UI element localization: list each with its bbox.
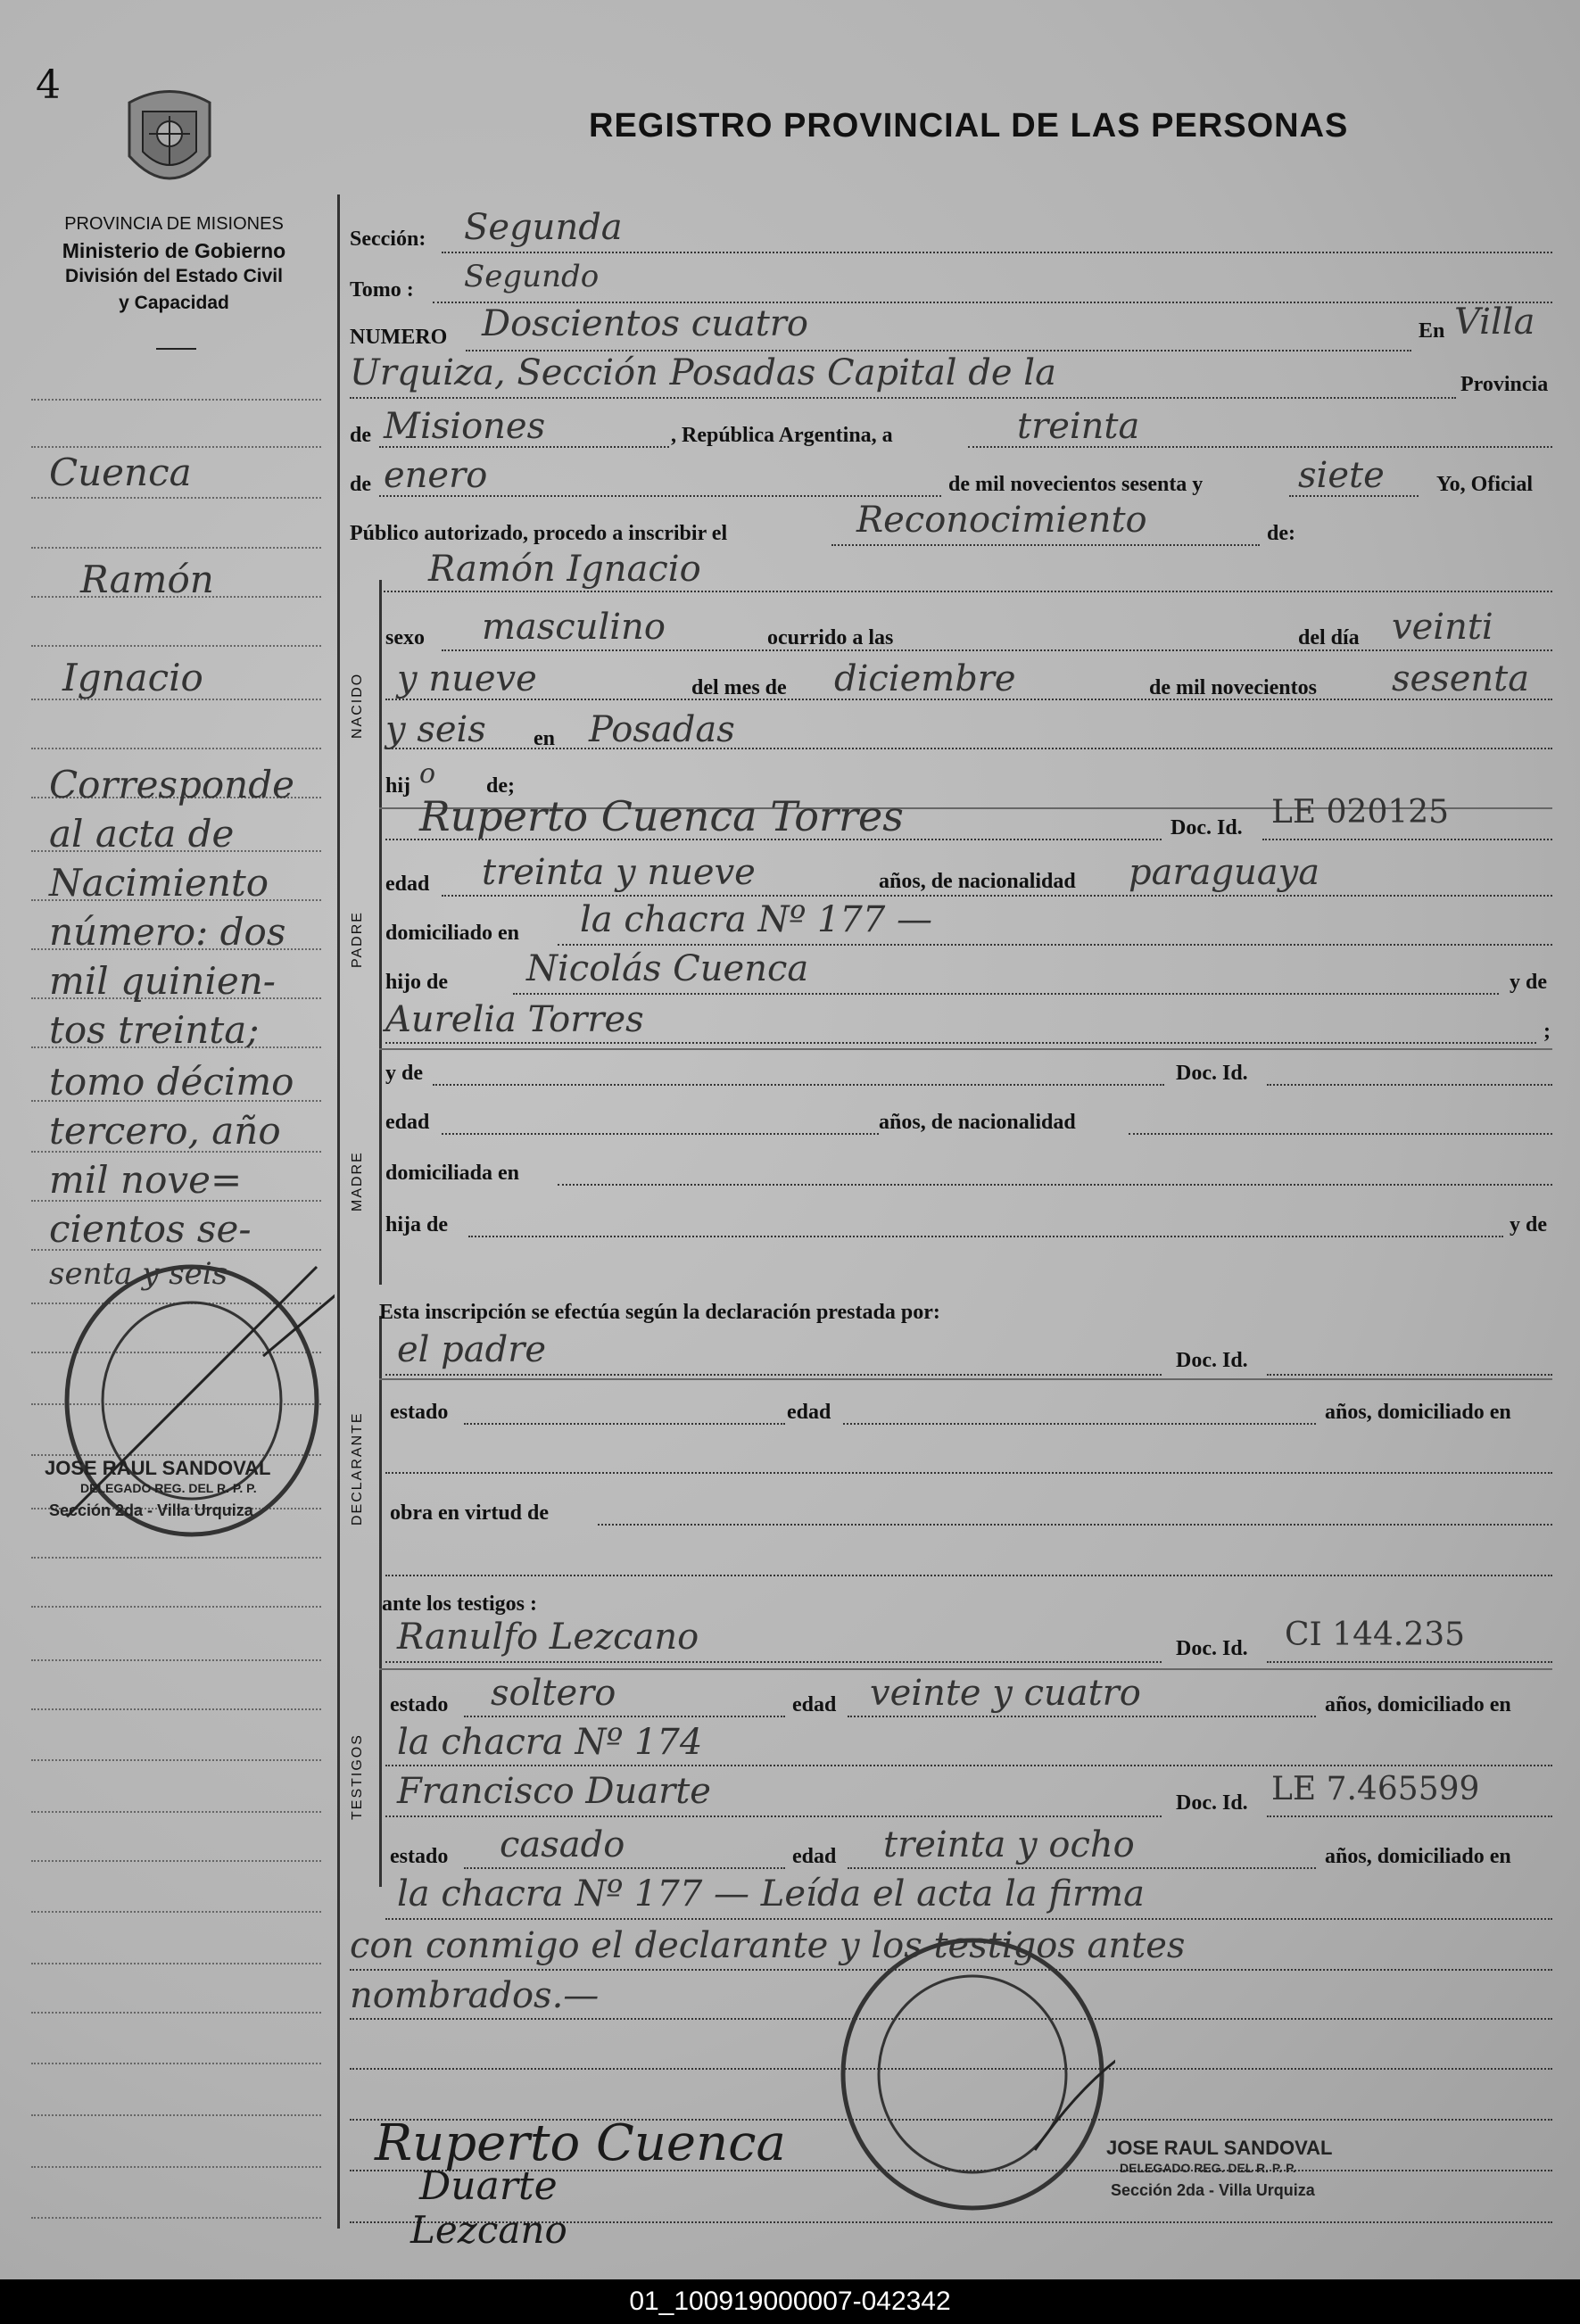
label-testigo1-edad: edad bbox=[792, 1693, 837, 1716]
field-line bbox=[464, 1423, 785, 1425]
label-anos-nacionalidad: años, de nacionalidad bbox=[879, 870, 1076, 893]
hw-cierre3: nombrados.— bbox=[350, 1975, 600, 2016]
hw-testigo1-estado: soltero bbox=[491, 1673, 616, 1714]
margin-note-line: Corresponde bbox=[49, 763, 294, 806]
field-line bbox=[442, 252, 1552, 253]
field-line bbox=[831, 544, 1260, 546]
hw-dia-nac2: y nueve bbox=[397, 658, 537, 699]
label-yo-oficial: Yo, Oficial bbox=[1436, 473, 1533, 496]
label-de-colon: de: bbox=[1267, 522, 1295, 545]
label-doc-id: Doc. Id. bbox=[1171, 816, 1243, 839]
label-testigo2-doc-id: Doc. Id. bbox=[1176, 1791, 1248, 1815]
hw-anio-nac: sesenta bbox=[1392, 658, 1530, 699]
hw-padre-edad: treinta y nueve bbox=[482, 852, 756, 893]
field-line bbox=[385, 1918, 1552, 1920]
label-en2: en bbox=[534, 727, 555, 750]
label-del-dia: del día bbox=[1298, 626, 1360, 649]
agency-division: División del Estado Civil bbox=[65, 266, 283, 286]
side-label-nacido: NACIDO bbox=[350, 672, 365, 739]
label-testigo1-doc-id: Doc. Id. bbox=[1176, 1637, 1248, 1660]
hw-cierre2: con conmigo el declarante y los testigos antes bbox=[350, 1925, 1186, 1966]
field-line bbox=[466, 350, 1411, 351]
field-line bbox=[433, 1084, 1164, 1086]
field-line bbox=[385, 1042, 1536, 1044]
field-line bbox=[464, 1716, 785, 1717]
side-label-madre: MADRE bbox=[350, 1151, 365, 1212]
field-line bbox=[385, 1765, 1552, 1766]
field-line bbox=[1129, 1133, 1552, 1135]
signature-testigo1: Lezcano bbox=[410, 2208, 567, 2252]
hw-place: Urquiza, Sección Posadas Capital de la bbox=[350, 352, 1056, 393]
label-madre-doc-id: Doc. Id. bbox=[1176, 1062, 1248, 1085]
margin-note-line: tos treinta; bbox=[49, 1008, 260, 1052]
label-hijo: hij bbox=[385, 774, 411, 798]
hw-abuelo: Nicolás Cuenca bbox=[526, 948, 809, 989]
hw-declarante: el padre bbox=[397, 1329, 547, 1370]
label-testigo2-estado: estado bbox=[390, 1845, 449, 1868]
hw-padre-doc: LE 020125 bbox=[1271, 794, 1450, 831]
label-estado: estado bbox=[390, 1401, 449, 1424]
section-rule bbox=[379, 1378, 1552, 1380]
hw-acto: Reconocimiento bbox=[856, 500, 1147, 541]
hw-mes-nac: diciembre bbox=[834, 658, 1016, 699]
stamp2-role: DELEGADO REG. DEL R. P. P. bbox=[1120, 2161, 1296, 2175]
label-hijo-de: hijo de bbox=[385, 971, 449, 994]
hw-seccion: Segunda bbox=[464, 207, 623, 248]
section-rule bbox=[379, 1668, 1552, 1670]
label-anos-domiciliado: años, domiciliado en bbox=[1325, 1401, 1511, 1424]
label-domiciliado: domiciliado en bbox=[385, 922, 520, 945]
hw-testigo2-edad: treinta y ocho bbox=[883, 1824, 1135, 1865]
stamp-name: JOSE RAUL SANDOVAL bbox=[45, 1457, 271, 1479]
hw-testigo1-doc: CI 144.235 bbox=[1285, 1617, 1466, 1653]
image-id-footer: 01_100919000007-042342 bbox=[0, 2279, 1580, 2324]
hw-nombre: Ramón Ignacio bbox=[428, 549, 701, 590]
field-line bbox=[468, 1236, 1503, 1237]
field-line bbox=[1267, 1374, 1552, 1376]
margin-note-line: tercero, año bbox=[49, 1109, 281, 1153]
field-line bbox=[385, 1661, 1162, 1663]
label-obra: obra en virtud de bbox=[390, 1501, 550, 1525]
agency-province: PROVINCIA DE MISIONES bbox=[64, 214, 284, 234]
field-line bbox=[848, 1867, 1316, 1869]
stamp-office: Sección 2da - Villa Urquiza bbox=[49, 1501, 253, 1519]
official-seal-stamp-2-icon bbox=[830, 1927, 1115, 2221]
field-line bbox=[1267, 1661, 1552, 1663]
label-mil-novecientos: de mil novecientos sesenta y bbox=[948, 473, 1204, 496]
label-madre-edad: edad bbox=[385, 1111, 430, 1134]
field-line bbox=[1267, 1815, 1552, 1817]
hw-cierre1: la chacra Nº 177 — Leída el acta la firma bbox=[397, 1873, 1145, 1915]
hw-testigo2-doc: LE 7.465599 bbox=[1271, 1771, 1480, 1807]
label-de-mes: de bbox=[350, 473, 371, 496]
margin-note-line: número: dos bbox=[49, 910, 286, 954]
field-line bbox=[1267, 1084, 1552, 1086]
field-line bbox=[598, 1524, 1552, 1526]
label-de: de bbox=[350, 424, 371, 447]
hw-lugar-nac: Posadas bbox=[589, 709, 735, 750]
hw-testigo2-estado: casado bbox=[500, 1824, 625, 1865]
field-line bbox=[350, 397, 1456, 399]
section-rule bbox=[379, 1048, 1552, 1050]
section-vertical-rule bbox=[379, 580, 382, 1285]
hw-provincia: Misiones bbox=[384, 406, 546, 447]
page-number: 4 bbox=[36, 62, 61, 108]
label-hija-de: hija de bbox=[385, 1213, 449, 1236]
margin-note-line: senta y seis bbox=[49, 1256, 228, 1292]
hw-mes: enero bbox=[384, 455, 488, 496]
label-testigo1-anos-dom: años, domiciliado en bbox=[1325, 1693, 1511, 1716]
agency-division-cont: y Capacidad bbox=[119, 293, 229, 313]
field-line bbox=[848, 1716, 1316, 1717]
field-line bbox=[385, 748, 1552, 749]
hw-sexo: masculino bbox=[482, 607, 666, 648]
label-en: En bbox=[1419, 319, 1445, 343]
label-madre-anos-nacionalidad: años, de nacionalidad bbox=[879, 1111, 1076, 1134]
label-testigo2-edad: edad bbox=[792, 1845, 837, 1868]
label-madre-y-de: y de bbox=[385, 1062, 423, 1085]
label-edad: edad bbox=[385, 873, 430, 896]
side-label-padre: PADRE bbox=[350, 911, 365, 968]
hw-tomo: Segundo bbox=[464, 259, 600, 294]
field-line bbox=[442, 649, 1552, 651]
hw-en: Villa bbox=[1454, 302, 1535, 343]
label-de3: de; bbox=[486, 774, 515, 798]
hw-anio: siete bbox=[1298, 455, 1385, 496]
field-line bbox=[558, 1184, 1552, 1186]
field-line bbox=[558, 944, 1552, 946]
label-sexo: sexo bbox=[385, 626, 425, 649]
field-line bbox=[385, 1472, 1552, 1474]
label-tomo: Tomo : bbox=[350, 278, 414, 302]
side-label-testigos: TESTIGOS bbox=[350, 1733, 365, 1820]
label-provincia: Provincia bbox=[1460, 373, 1549, 396]
hw-abuela: Aurelia Torres bbox=[385, 999, 644, 1040]
hw-padre-nombre: Ruperto Cuenca Torres bbox=[419, 792, 904, 840]
field-line bbox=[385, 1575, 1552, 1576]
stamp2-office: Sección 2da - Villa Urquiza bbox=[1111, 2181, 1315, 2199]
field-line bbox=[843, 1423, 1316, 1425]
hw-testigo1-edad: veinte y cuatro bbox=[870, 1673, 1141, 1714]
header-divider bbox=[156, 348, 196, 350]
label-del-mes: del mes de bbox=[691, 676, 787, 699]
field-line bbox=[513, 993, 1499, 995]
label-seccion: Sección: bbox=[350, 227, 426, 251]
field-line bbox=[1262, 839, 1552, 840]
province-crest-icon bbox=[120, 85, 219, 201]
label-declarante-doc-id: Doc. Id. bbox=[1176, 1349, 1248, 1372]
label-declaracion: Esta inscripción se efectúa según la declaración prestada por: bbox=[379, 1301, 940, 1324]
label-numero: NUMERO bbox=[350, 326, 448, 349]
label-testigos: ante los testigos : bbox=[382, 1592, 537, 1616]
hw-padre-nac: paraguaya bbox=[1129, 852, 1320, 893]
label-edad2: edad bbox=[787, 1401, 831, 1424]
margin-note-line: Nacimiento bbox=[49, 861, 269, 905]
hw-numero: Doscientos cuatro bbox=[482, 303, 808, 344]
margin-note-line: Ramón bbox=[80, 558, 214, 601]
field-line bbox=[442, 895, 1552, 897]
field-line bbox=[464, 1867, 785, 1869]
main-vertical-rule bbox=[337, 194, 340, 2229]
hw-testigo2: Francisco Duarte bbox=[397, 1771, 711, 1812]
label-y-de: y de bbox=[1510, 971, 1547, 994]
margin-note-line: tomo décimo bbox=[49, 1060, 294, 1104]
field-line bbox=[379, 591, 1552, 592]
agency-ministry: Ministerio de Gobierno bbox=[62, 239, 286, 262]
margin-note-line: al acta de bbox=[49, 812, 235, 856]
side-label-declarante: DECLARANTE bbox=[350, 1411, 365, 1526]
margin-note-line: Cuenca bbox=[49, 451, 192, 494]
label-semicolon: ; bbox=[1543, 1020, 1551, 1043]
margin-note-line: mil quinien- bbox=[49, 959, 276, 1003]
label-republica: , República Argentina, a bbox=[671, 424, 893, 447]
label-domiciliada: domiciliada en bbox=[385, 1162, 520, 1185]
margin-note-line: mil nove= bbox=[49, 1158, 243, 1202]
hw-padre-dom: la chacra Nº 177 — bbox=[580, 899, 933, 940]
field-line bbox=[442, 1133, 879, 1135]
signature-padre: Ruperto Cuenca bbox=[375, 2114, 786, 2172]
label-testigo1-estado: estado bbox=[390, 1693, 449, 1716]
label-ocurrido: ocurrido a las bbox=[767, 626, 894, 649]
margin-note-line: Ignacio bbox=[62, 656, 203, 699]
hw-anio-nac2: y seis bbox=[385, 709, 486, 750]
document-title: REGISTRO PROVINCIAL DE LAS PERSONAS bbox=[589, 107, 1349, 145]
hw-hij-suffix: o bbox=[419, 758, 436, 790]
label-testigo2-anos-dom: años, domiciliado en bbox=[1325, 1845, 1511, 1868]
field-line bbox=[385, 1815, 1162, 1817]
hw-dia: treinta bbox=[1017, 406, 1140, 447]
label-mil-nov2: de mil novecientos bbox=[1149, 676, 1317, 699]
hw-testigo1-dom: la chacra Nº 174 bbox=[397, 1722, 703, 1763]
margin-note-line: cientos se- bbox=[49, 1207, 252, 1251]
stamp2-name: JOSE RAUL SANDOVAL bbox=[1106, 2137, 1333, 2159]
signature-testigo2: Duarte bbox=[419, 2163, 558, 2209]
hw-dia-nac: veinti bbox=[1392, 607, 1493, 648]
label-madre-y-de-end: y de bbox=[1510, 1213, 1547, 1236]
field-line bbox=[385, 1374, 1162, 1376]
stamp-role: DELEGADO REG. DEL R. P. P. bbox=[80, 1481, 257, 1495]
label-publico: Público autorizado, procedo a inscribir el bbox=[350, 522, 728, 545]
hw-testigo1: Ranulfo Lezcano bbox=[397, 1617, 699, 1658]
